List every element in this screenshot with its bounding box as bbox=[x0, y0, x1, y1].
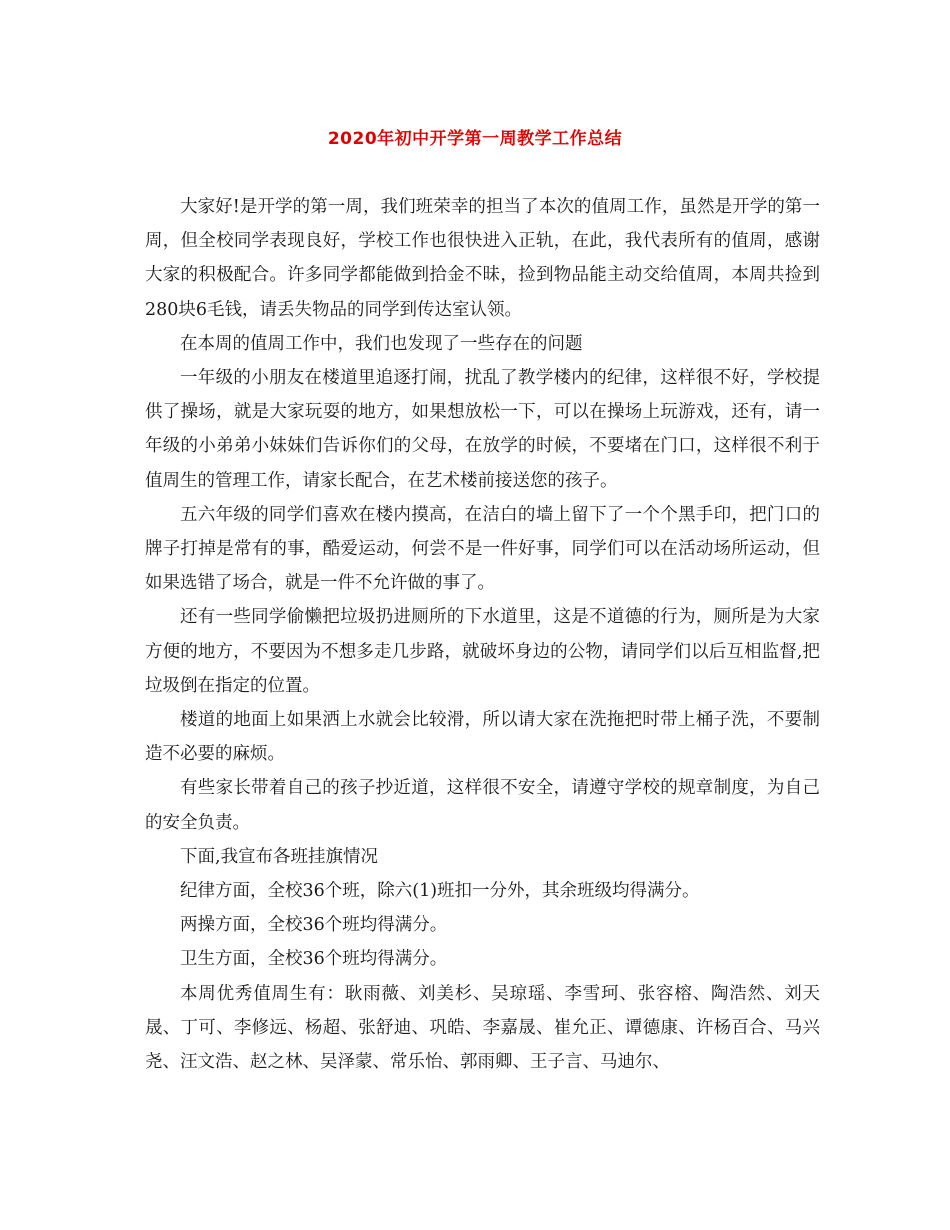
paragraph: 五六年级的同学们喜欢在楼内摸高，在洁白的墙上留下了一个个黑手印，把门口的牌子打掉是常有的事，酷爱运动，何尝不是一件好事，同学们可以在活动场所运动，但如果选错了场合，就是一件不允许做的事了。 bbox=[145, 504, 820, 594]
paragraph: 一年级的小朋友在楼道里追逐打闹，扰乱了教学楼内的纪律，这样很不好，学校提供了操场，就是大家玩耍的地方，如果想放松一下，可以在操场上玩游戏，还有，请一年级的小弟弟小妹妹们告诉你们的父母，在放学的时候，不要堵在门口，这样很不利于值周生的管理工作，请家长配合，在艺术楼前接送您的孩子。 bbox=[145, 368, 820, 491]
paragraph: 下面,我宣布各班挂旗情况 bbox=[180, 846, 379, 867]
paragraph: 纪律方面，全校36个班，除六(1)班扣一分外，其余班级均得满分。 bbox=[180, 881, 700, 902]
paragraph: 本周优秀值周生有：耿雨薇、刘美杉、吴琼瑶、李雪珂、张容榕、陶浩然、刘天晟、丁可、李修远、杨超、张舒迪、巩皓、李嘉晟、崔允正、谭德康、许杨百合、马兴尧、汪文浩、赵之林、吴泽蒙、常乐怡、郭雨卿、王子言、马迪尔、 bbox=[145, 983, 820, 1073]
paragraph: 卫生方面，全校36个班均得满分。 bbox=[180, 949, 448, 970]
document-body bbox=[145, 190, 820, 1079]
paragraph: 还有一些同学偷懒把垃圾扔进厕所的下水道里，这是不道德的行为，厕所是为大家方便的地方，不要因为不想多走几步路，就破坏身边的公物，请同学们以后互相监督,把垃圾倒在指定的位置。 bbox=[145, 607, 820, 696]
document-title: 2020年初中开学第一周教学工作总结 bbox=[327, 129, 623, 149]
paragraph: 有些家长带着自己的孩子抄近道，这样很不安全，请遵守学校的规章制度，为自己的安全负责。 bbox=[145, 778, 820, 833]
paragraph: 在本周的值周工作中，我们也发现了一些存在的问题 bbox=[180, 333, 583, 354]
paragraph: 大家好!是开学的第一周，我们班荣幸的担当了本次的值周工作，虽然是开学的第一周，但全校同学表现良好，学校工作也很快进入正轨，在此，我代表所有的值周，感谢大家的积极配合。许多同学都能做到拾金不昧，捡到物品能主动交给值周，本周共捡到280块6毛钱，请丢失物品的同学到传达室认领。 bbox=[145, 197, 820, 320]
paragraph: 楼道的地面上如果洒上水就会比较滑，所以请大家在洗拖把时带上桶子洗，不要制造不必要的麻烦。 bbox=[145, 710, 820, 765]
paragraph: 两操方面，全校36个班均得满分。 bbox=[180, 915, 448, 936]
